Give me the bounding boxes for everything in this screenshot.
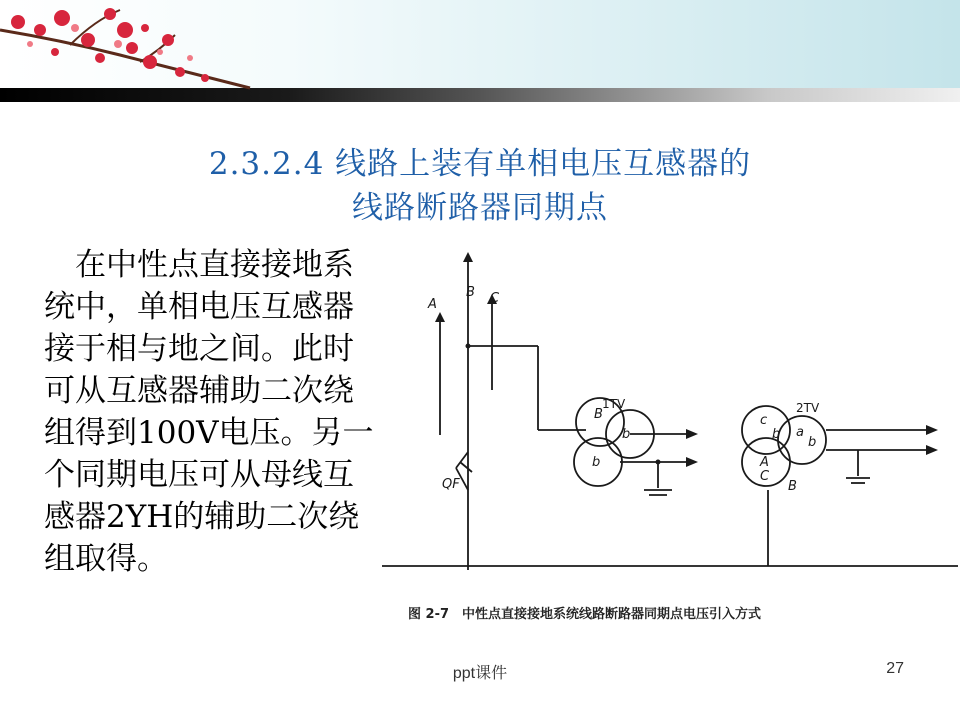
breaker-label: QF xyxy=(442,477,460,492)
title-line-1: 2.3.2.4 线路上装有单相电压互感器的 xyxy=(208,146,752,182)
tv1-label: 1TV xyxy=(602,397,626,411)
phase-b-label: B xyxy=(466,285,475,300)
tv1-coil-b3: b xyxy=(592,455,601,470)
tv2-coil-b: b xyxy=(772,427,781,442)
wiring-diagram xyxy=(368,240,960,640)
plum-blossom-icon xyxy=(0,0,260,92)
tv1-coil-b2: b xyxy=(622,427,631,442)
tv2-coil-a: a xyxy=(796,425,804,440)
page-number: 27 xyxy=(886,660,904,677)
tv1-coil-b: B xyxy=(594,407,603,422)
title-line-2: 线路断路器同期点 xyxy=(352,190,608,226)
tv2-coil-a-upper: A xyxy=(760,455,769,470)
phase-c-label: C xyxy=(490,291,500,306)
tv2-label: 2TV xyxy=(796,401,820,415)
phase-a-label: A xyxy=(428,297,437,312)
tv2-coil-c: c xyxy=(760,413,768,428)
tv2-terminal-b: B xyxy=(788,479,797,494)
tv2-coil-c-upper: C xyxy=(760,469,770,484)
slide-title xyxy=(0,142,960,230)
tv2-coil-b2: b xyxy=(808,435,817,450)
footer-text: ppt课件 xyxy=(452,665,508,682)
figure-caption: 图 2-7 中性点直接接地系统线路断路器同期点电压引入方式 xyxy=(408,607,762,622)
body-paragraph: 在中性点直接接地系统中，单相电压互感器接于相与地之间。此时可从互感器辅助二次绕组得到100V电压。另一个同期电压可从母线互感器2YH的辅助二次绕组取得。 xyxy=(44,247,374,577)
